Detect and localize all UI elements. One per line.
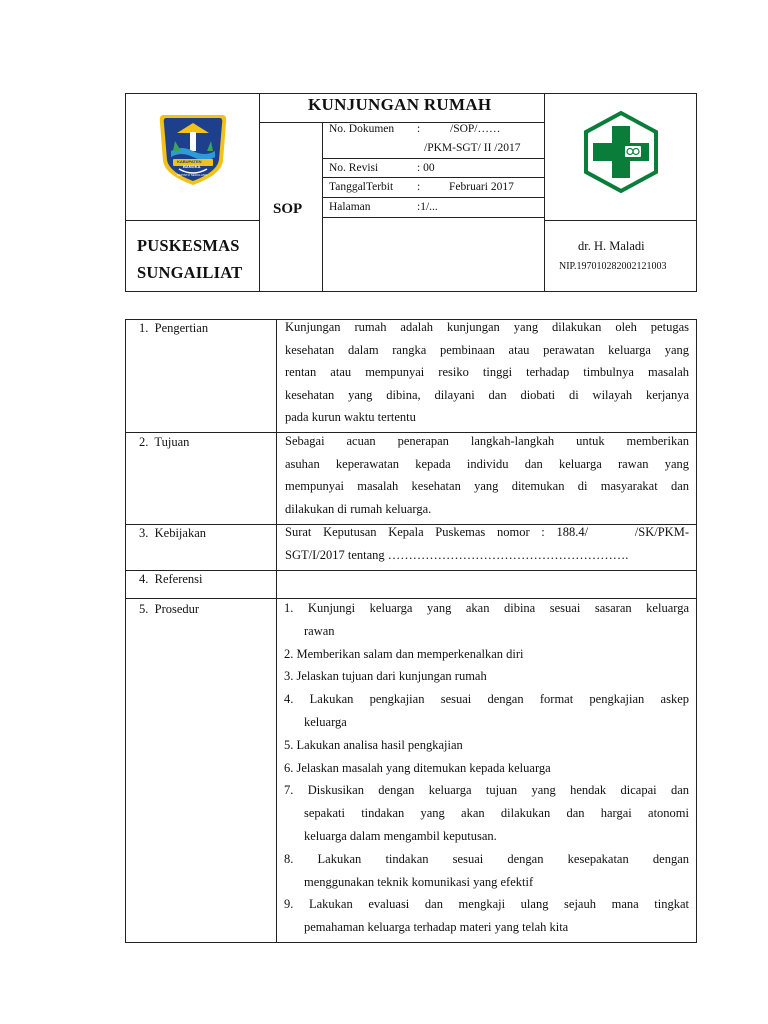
procedure-step: 6. Jelaskan masalah yang ditemukan kepada keluarga [284,760,551,775]
tujuan-text [285,430,689,520]
procedure-step: 3. Jelaskan tujuan dari kunjungan rumah [284,669,487,684]
row-label-pengertian: 1. Pengertian [139,321,209,335]
procedure-step: 1. Kunjungi keluarga yang akan dibina sesuai sasaran keluarga [284,601,689,615]
procedure-step-continuation: sepakati tindakan yang akan dilakukan dan hargai atonomi [304,806,689,821]
paragraph-line: mempunyai masalah kesehatan yang ditemukan di masyarakat dan [285,479,689,494]
logo-motto: SEPINTU SEDULANG [177,173,208,177]
row-label-kebijakan: 3. Kebijakan [139,526,206,540]
paragraph-line: dilakukan di rumah keluarga. [285,501,432,516]
pengertian-text [285,316,689,429]
procedure-step-continuation: keluarga dalam mengambil keputusan. [304,828,497,843]
paragraph-line: kesehatan dalam rangka pembinaan atau perawatan keluarga yang [285,342,689,357]
procedure-step: 8. Lakukan tindakan sesuai dengan kesepakatan dengan [284,851,689,866]
no-dokumen-label: No. Dokumen [329,123,395,135]
no-dokumen-colon: : [417,123,421,135]
paragraph-line: Surat Keputusan Kepala Puskemas nomor : 188.4/ /SK/PKM- [285,525,689,539]
procedure-step-continuation: pemahaman keluarga terhadap materi yang telah kita [304,920,569,935]
logo-text-kabupaten: KABUPATEN [177,159,202,164]
row-label-tujuan: 2. Tujuan [139,435,190,449]
no-revisi-label: No. Revisi [329,162,379,174]
signatory-name: dr. H. Maladi [578,239,645,253]
no-revisi-value: : 00 [417,162,435,174]
paragraph-line: pada kurun waktu tertentu [285,410,416,425]
procedure-step: 9. Lakukan evaluasi dan mengkaji ulang sejauh mana tingkat [284,897,689,912]
procedure-step: 7. Diskusikan dengan keluarga tujuan yang hendak dicapai dan [284,783,689,798]
procedure-step-continuation: keluarga [304,714,347,729]
tanggal-terbit-label: TanggalTerbit [329,181,394,193]
paragraph-line: Kunjungan rumah adalah kunjungan yang dilakukan oleh petugas [285,320,689,334]
row-label-prosedur: 5. Prosedur [139,602,200,616]
signatory-nip: NIP.197010282002121003 [559,261,667,272]
regency-logo [157,111,229,187]
document-title: KUNJUNGAN RUMAH [308,95,492,114]
logo-text-bangka: BANGKA [183,164,201,169]
sop-label: SOP [273,201,303,217]
puskesmas-cross-icon [579,110,663,194]
paragraph-line: SGT/I/2017 tentang …………………………………………………. [285,547,629,562]
kebijakan-text [285,521,689,566]
org-name-line-1: PUSKESMAS [137,236,240,255]
org-name-line-2: SUNGAILIAT [137,263,243,282]
procedure-step-continuation: rawan [304,623,335,638]
procedure-step: 2. Memberikan salam dan memperkenalkan diri [284,646,524,661]
row-label-referensi: 4. Referensi [139,572,203,586]
halaman-value: :1/... [417,201,438,213]
no-dokumen-value-2: /PKM-SGT/ II /2017 [424,142,521,154]
tanggal-terbit-value: Februari 2017 [449,181,514,193]
no-dokumen-value-1: /SOP/…… [450,123,501,135]
puskesmas-logo [579,110,663,194]
procedure-step: 5. Lakukan analisa hasil pengkajian [284,737,463,752]
prosedur-list [284,597,689,939]
halaman-label: Halaman [329,201,371,213]
paragraph-line: asuhan keperawatan kepada individu dan keluarga rawan yang [285,456,689,471]
paragraph-line: rentan atau mempunyai resiko tinggi terhadap timbulnya masalah [285,365,689,380]
procedure-step: 4. Lakukan pengkajian sesuai dengan format pengkajian askep [284,692,689,707]
procedure-step-continuation: menggunakan teknik komunikasi yang efektif [304,874,534,889]
paragraph-line: Sebagai acuan penerapan langkah-langkah untuk memberikan [285,434,689,448]
tanggal-terbit-colon: : [417,181,421,193]
paragraph-line: kesehatan yang dibina, dilayani dan diobati di wilayah kerjanya [285,387,689,402]
